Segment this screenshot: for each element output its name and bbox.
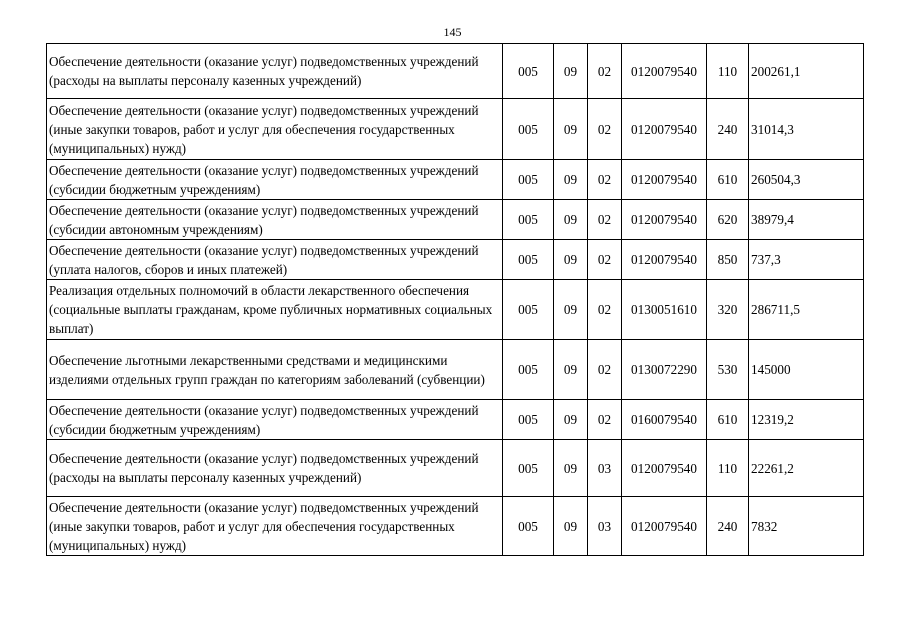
row-section-code: 09 xyxy=(554,160,588,200)
row-subsection-code: 02 xyxy=(588,44,622,99)
row-expense-type-code: 530 xyxy=(707,340,749,400)
row-amount: 31014,3 xyxy=(749,99,864,160)
row-section-code: 09 xyxy=(554,440,588,497)
row-target-item-code: 0120079540 xyxy=(622,200,707,240)
row-description: Обеспечение деятельности (оказание услуг) подведомственных учреждений (расходы на выплаты персоналу казенных учреждений) xyxy=(47,440,503,497)
row-description: Обеспечение деятельности (оказание услуг) подведомственных учреждений (субсидии автономным учреждениям) xyxy=(47,200,503,240)
row-description: Обеспечение деятельности (оказание услуг) подведомственных учреждений (субсидии бюджетным учреждениям) xyxy=(47,160,503,200)
row-subsection-code: 03 xyxy=(588,497,622,556)
row-target-item-code: 0120079540 xyxy=(622,440,707,497)
row-expense-type-code: 620 xyxy=(707,200,749,240)
row-section-code: 09 xyxy=(554,340,588,400)
row-grbs-code: 005 xyxy=(503,44,554,99)
row-grbs-code: 005 xyxy=(503,160,554,200)
row-grbs-code: 005 xyxy=(503,280,554,340)
row-amount: 22261,2 xyxy=(749,440,864,497)
table-row xyxy=(47,400,864,440)
row-subsection-code: 02 xyxy=(588,240,622,280)
row-expense-type-code: 110 xyxy=(707,44,749,99)
row-amount: 260504,3 xyxy=(749,160,864,200)
row-expense-type-code: 240 xyxy=(707,497,749,556)
row-description: Обеспечение деятельности (оказание услуг) подведомственных учреждений (иные закупки товаров, работ и услуг для обеспечения государственных (муниципальных) нужд) xyxy=(47,99,503,160)
row-section-code: 09 xyxy=(554,240,588,280)
row-target-item-code: 0130051610 xyxy=(622,280,707,340)
row-subsection-code: 02 xyxy=(588,160,622,200)
row-expense-type-code: 610 xyxy=(707,400,749,440)
table-row xyxy=(47,497,864,556)
table-row xyxy=(47,280,864,340)
row-grbs-code: 005 xyxy=(503,340,554,400)
row-section-code: 09 xyxy=(554,99,588,160)
row-target-item-code: 0160079540 xyxy=(622,400,707,440)
row-subsection-code: 03 xyxy=(588,440,622,497)
row-target-item-code: 0120079540 xyxy=(622,44,707,99)
row-amount: 286711,5 xyxy=(749,280,864,340)
row-description: Реализация отдельных полномочий в области лекарственного обеспечения (социальные выплаты гражданам, кроме публичных нормативных социальных выплат) xyxy=(47,280,503,340)
row-target-item-code: 0120079540 xyxy=(622,99,707,160)
row-grbs-code: 005 xyxy=(503,440,554,497)
row-amount: 200261,1 xyxy=(749,44,864,99)
row-description: Обеспечение деятельности (оказание услуг) подведомственных учреждений (расходы на выплаты персоналу казенных учреждений) xyxy=(47,44,503,99)
table-row xyxy=(47,160,864,200)
row-section-code: 09 xyxy=(554,400,588,440)
row-expense-type-code: 110 xyxy=(707,440,749,497)
row-description: Обеспечение деятельности (оказание услуг) подведомственных учреждений (уплата налогов, сборов и иных платежей) xyxy=(47,240,503,280)
row-section-code: 09 xyxy=(554,200,588,240)
row-subsection-code: 02 xyxy=(588,340,622,400)
row-section-code: 09 xyxy=(554,280,588,340)
row-grbs-code: 005 xyxy=(503,200,554,240)
row-target-item-code: 0130072290 xyxy=(622,340,707,400)
row-description: Обеспечение деятельности (оказание услуг) подведомственных учреждений (субсидии бюджетным учреждениям) xyxy=(47,400,503,440)
row-subsection-code: 02 xyxy=(588,200,622,240)
table-row xyxy=(47,44,864,99)
row-expense-type-code: 610 xyxy=(707,160,749,200)
table-row xyxy=(47,99,864,160)
table-row xyxy=(47,440,864,497)
row-grbs-code: 005 xyxy=(503,240,554,280)
row-expense-type-code: 850 xyxy=(707,240,749,280)
row-expense-type-code: 320 xyxy=(707,280,749,340)
row-target-item-code: 0120079540 xyxy=(622,497,707,556)
row-description: Обеспечение льготными лекарственными средствами и медицинскими изделиями отдельных групп граждан по категориям заболеваний (субвенции) xyxy=(47,340,503,400)
budget-table xyxy=(46,43,864,556)
row-subsection-code: 02 xyxy=(588,280,622,340)
row-grbs-code: 005 xyxy=(503,99,554,160)
row-subsection-code: 02 xyxy=(588,99,622,160)
row-amount: 38979,4 xyxy=(749,200,864,240)
page-number: 145 xyxy=(443,25,462,39)
row-grbs-code: 005 xyxy=(503,497,554,556)
row-amount: 737,3 xyxy=(749,240,864,280)
row-grbs-code: 005 xyxy=(503,400,554,440)
table-row xyxy=(47,340,864,400)
row-subsection-code: 02 xyxy=(588,400,622,440)
row-description: Обеспечение деятельности (оказание услуг) подведомственных учреждений (иные закупки товаров, работ и услуг для обеспечения государственных (муниципальных) нужд) xyxy=(47,497,503,556)
row-target-item-code: 0120079540 xyxy=(622,240,707,280)
row-target-item-code: 0120079540 xyxy=(622,160,707,200)
row-section-code: 09 xyxy=(554,44,588,99)
table-row xyxy=(47,200,864,240)
table-row xyxy=(47,240,864,280)
row-section-code: 09 xyxy=(554,497,588,556)
row-amount: 145000 xyxy=(749,340,864,400)
row-amount: 12319,2 xyxy=(749,400,864,440)
row-amount: 7832 xyxy=(749,497,864,556)
row-expense-type-code: 240 xyxy=(707,99,749,160)
